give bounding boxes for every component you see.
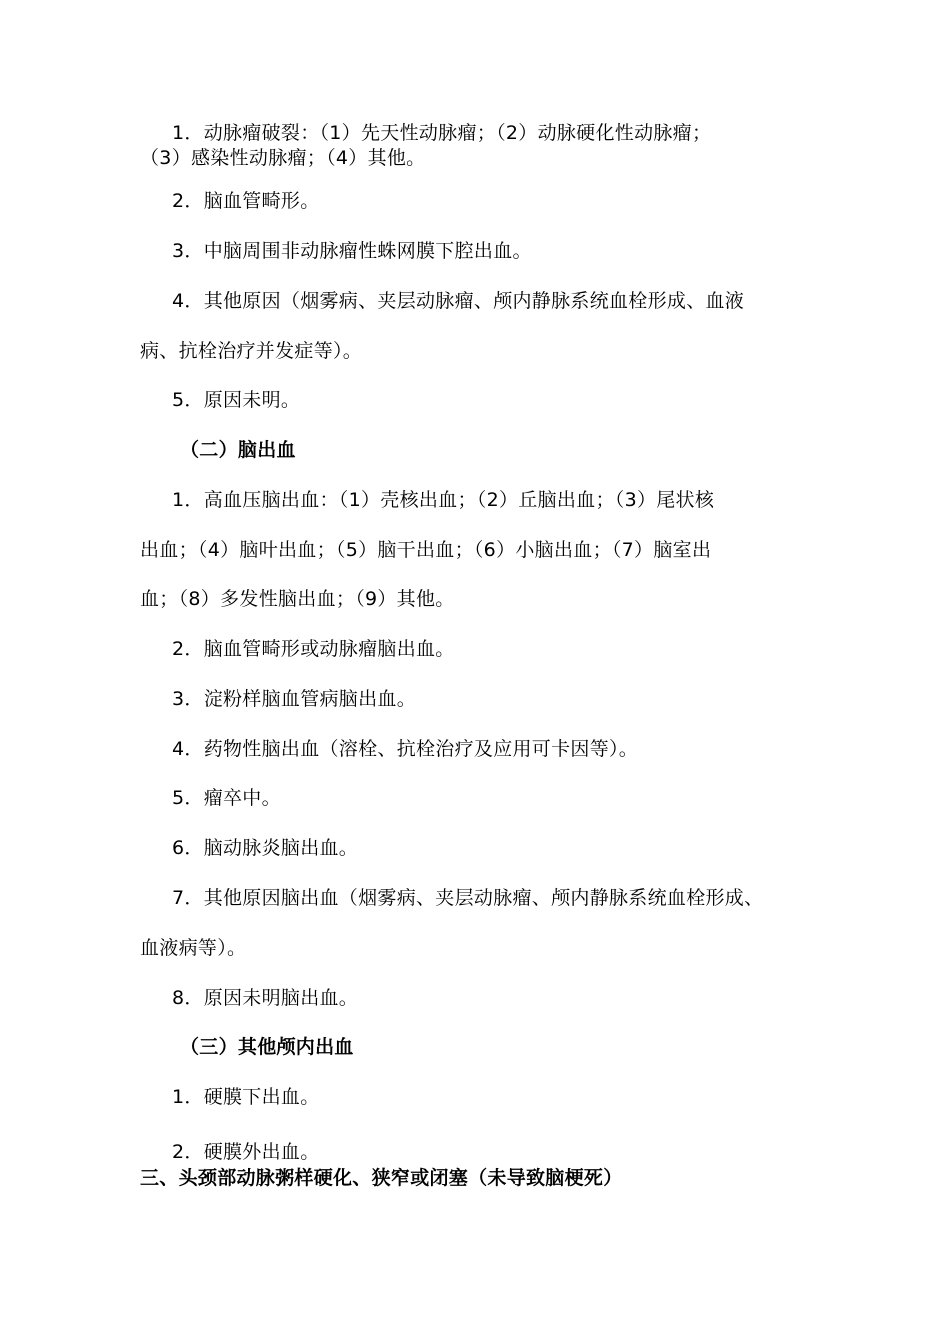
text-line: 病、抗栓治疗并发症等）。	[140, 340, 363, 362]
text-line: 出血；（4）脑叶出血；（5）脑干出血；（6）小脑出血；（7）脑室出	[140, 539, 712, 561]
text-line: 血；（8）多发性脑出血；（9）其他。	[140, 588, 455, 610]
text-line: 4．其他原因（烟雾病、夹层动脉瘤、颅内静脉系统血栓形成、血液	[172, 290, 745, 312]
text-line: 7．其他原因脑出血（烟雾病、夹层动脉瘤、颅内静脉系统血栓形成、	[172, 887, 764, 909]
text-line: 2．硬膜外出血。	[172, 1141, 320, 1163]
text-line: 4．药物性脑出血（溶栓、抗栓治疗及应用可卡因等）。	[172, 738, 639, 760]
text-line: 2．脑血管畸形。	[172, 190, 320, 212]
text-line: 6．脑动脉炎脑出血。	[172, 837, 359, 859]
text-line: 2．脑血管畸形或动脉瘤脑出血。	[172, 638, 455, 660]
section-heading: （三）其他颅内出血	[180, 1036, 354, 1058]
text-line: 1．高血压脑出血：（1）壳核出血；（2）丘脑出血；（3）尾状核	[172, 489, 715, 511]
text-line: 血液病等）。	[140, 937, 247, 959]
text-line: 5．原因未明。	[172, 389, 301, 411]
section-heading: （二）脑出血	[180, 439, 296, 461]
major-heading: 三、头颈部动脉粥样硬化、狭窄或闭塞（未导致脑梗死）	[140, 1167, 623, 1189]
text-line: 3．淀粉样脑血管病脑出血。	[172, 688, 416, 710]
text-line: （3）感染性动脉瘤；（4）其他。	[140, 147, 426, 169]
text-line: 1．动脉瘤破裂：（1）先天性动脉瘤；（2）动脉硬化性动脉瘤；	[172, 122, 712, 144]
text-line: 1．硬膜下出血。	[172, 1086, 320, 1108]
text-line: 3．中脑周围非动脉瘤性蛛网膜下腔出血。	[172, 240, 532, 262]
text-line: 8．原因未明脑出血。	[172, 987, 359, 1009]
text-line: 5．瘤卒中。	[172, 787, 281, 809]
